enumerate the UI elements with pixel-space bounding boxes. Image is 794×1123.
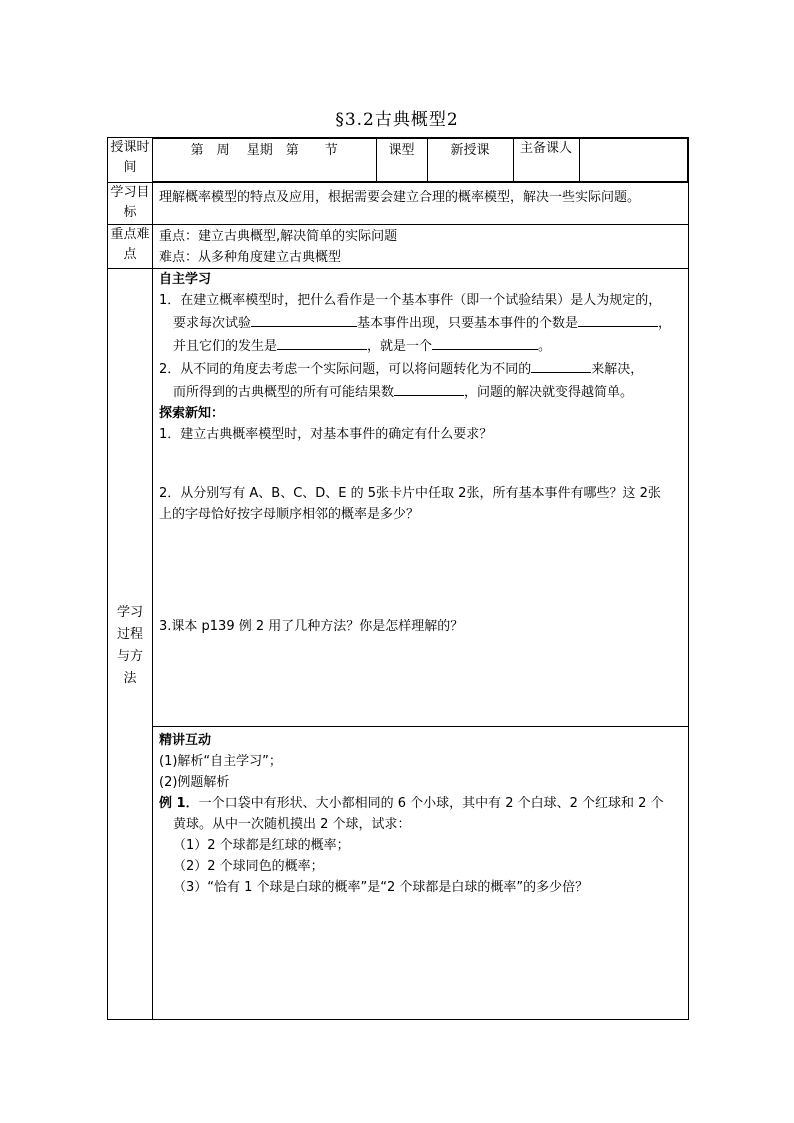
example-label: 例 1． bbox=[159, 796, 199, 811]
self-study-item1-c: 并且它们的发生是 ，就是一个 。 bbox=[159, 334, 688, 357]
example-sub1: （1）2 个球都是红球的概率； bbox=[173, 838, 350, 853]
preparer-label: 主备课人 bbox=[513, 139, 579, 182]
lecture-row bbox=[108, 727, 689, 1020]
type-label: 课型 bbox=[376, 139, 427, 182]
keypoints-row bbox=[108, 225, 689, 269]
lecture-p1: (1)解析“自主学习”； bbox=[159, 754, 282, 769]
self-study-heading: 自主学习 bbox=[159, 272, 212, 287]
lecture-heading: 精讲互动 bbox=[159, 733, 212, 748]
objectives-label: 学习目标 bbox=[108, 183, 153, 225]
self-study-item1-b: 要求每次试验 基本事件出现，只要基本事件的个数是 ， bbox=[159, 311, 688, 334]
process-label: 学习过程与方法 bbox=[117, 605, 144, 686]
example-sub3: （3）“恰有 1 个球是白球的概率”是“2 个球都是白球的概率”的多少倍？ bbox=[173, 880, 589, 895]
blank-6[interactable] bbox=[394, 380, 464, 396]
blank-2[interactable] bbox=[578, 311, 658, 327]
blank-1[interactable] bbox=[251, 311, 357, 327]
objectives-row bbox=[108, 183, 689, 225]
focus-text: 重点：建立古典概型,解决简单的实际问题 bbox=[159, 229, 398, 244]
example-1: 例 1．一个口袋中有形状、大小都相同的 6 个小球，其中有 2 个白球、2 个红球和 2 个 bbox=[159, 796, 664, 811]
blank-5[interactable] bbox=[531, 357, 591, 373]
week-text: 第 周 星期 第 节 bbox=[153, 139, 376, 182]
explore-q2-a: 2．从分别写有 A、B、C、D、E 的 5张卡片中任取 2张，所有基本事件有哪些？这 2张 bbox=[159, 486, 661, 501]
study-row bbox=[108, 269, 689, 727]
explore-q3: 3.课本 p139 例 2 用了几种方法？你是怎样理解的？ bbox=[159, 619, 464, 634]
explore-q1: 1．建立古典概率模型时，对基本事件的确定有什么要求？ bbox=[159, 427, 493, 442]
blank-3[interactable] bbox=[277, 334, 367, 350]
difficulty-text: 难点：从多种角度建立古典概型 bbox=[159, 250, 342, 265]
time-label: 授课时间 bbox=[108, 138, 153, 183]
header-row bbox=[108, 138, 689, 183]
keypoints-label: 重点难点 bbox=[108, 225, 153, 269]
type-value: 新授课 bbox=[427, 139, 513, 182]
explore-q2-b: 上的字母恰好按字母顺序相邻的概率是多少？ bbox=[159, 507, 420, 522]
example-1-b: 黄球。从中一次随机摸出 2 个球，试求： bbox=[173, 817, 411, 832]
self-study-item2-a: 2．从不同的角度去考虑一个实际问题，可以将问题转化为不同的 来解决， bbox=[159, 357, 688, 380]
lesson-plan-table bbox=[107, 137, 689, 1020]
preparer-value bbox=[579, 139, 688, 182]
lecture-cell bbox=[153, 727, 689, 1020]
self-study-item2-b: 而所得到的古典概型的所有可能结果数 ，问题的解决就变得越简单。 bbox=[159, 380, 688, 403]
page-title: §3.2古典概型2 bbox=[335, 110, 459, 130]
example-sub2: （2）2 个球同色的概率； bbox=[173, 859, 324, 874]
blank-4[interactable] bbox=[432, 334, 538, 350]
self-study-cell bbox=[153, 269, 689, 727]
objectives-text: 理解概率模型的特点及应用，根据需要会建立合理的概率模型，解决一些实际问题。 bbox=[159, 190, 641, 205]
lecture-p2: (2)例题解析 bbox=[159, 775, 230, 790]
explore-heading: 探索新知： bbox=[159, 406, 225, 421]
self-study-item1-a: 1．在建立概率模型时，把什么看作是一个基本事件（即一个试验结果）是人为规定的， bbox=[159, 293, 662, 308]
header-subtable bbox=[153, 138, 688, 182]
